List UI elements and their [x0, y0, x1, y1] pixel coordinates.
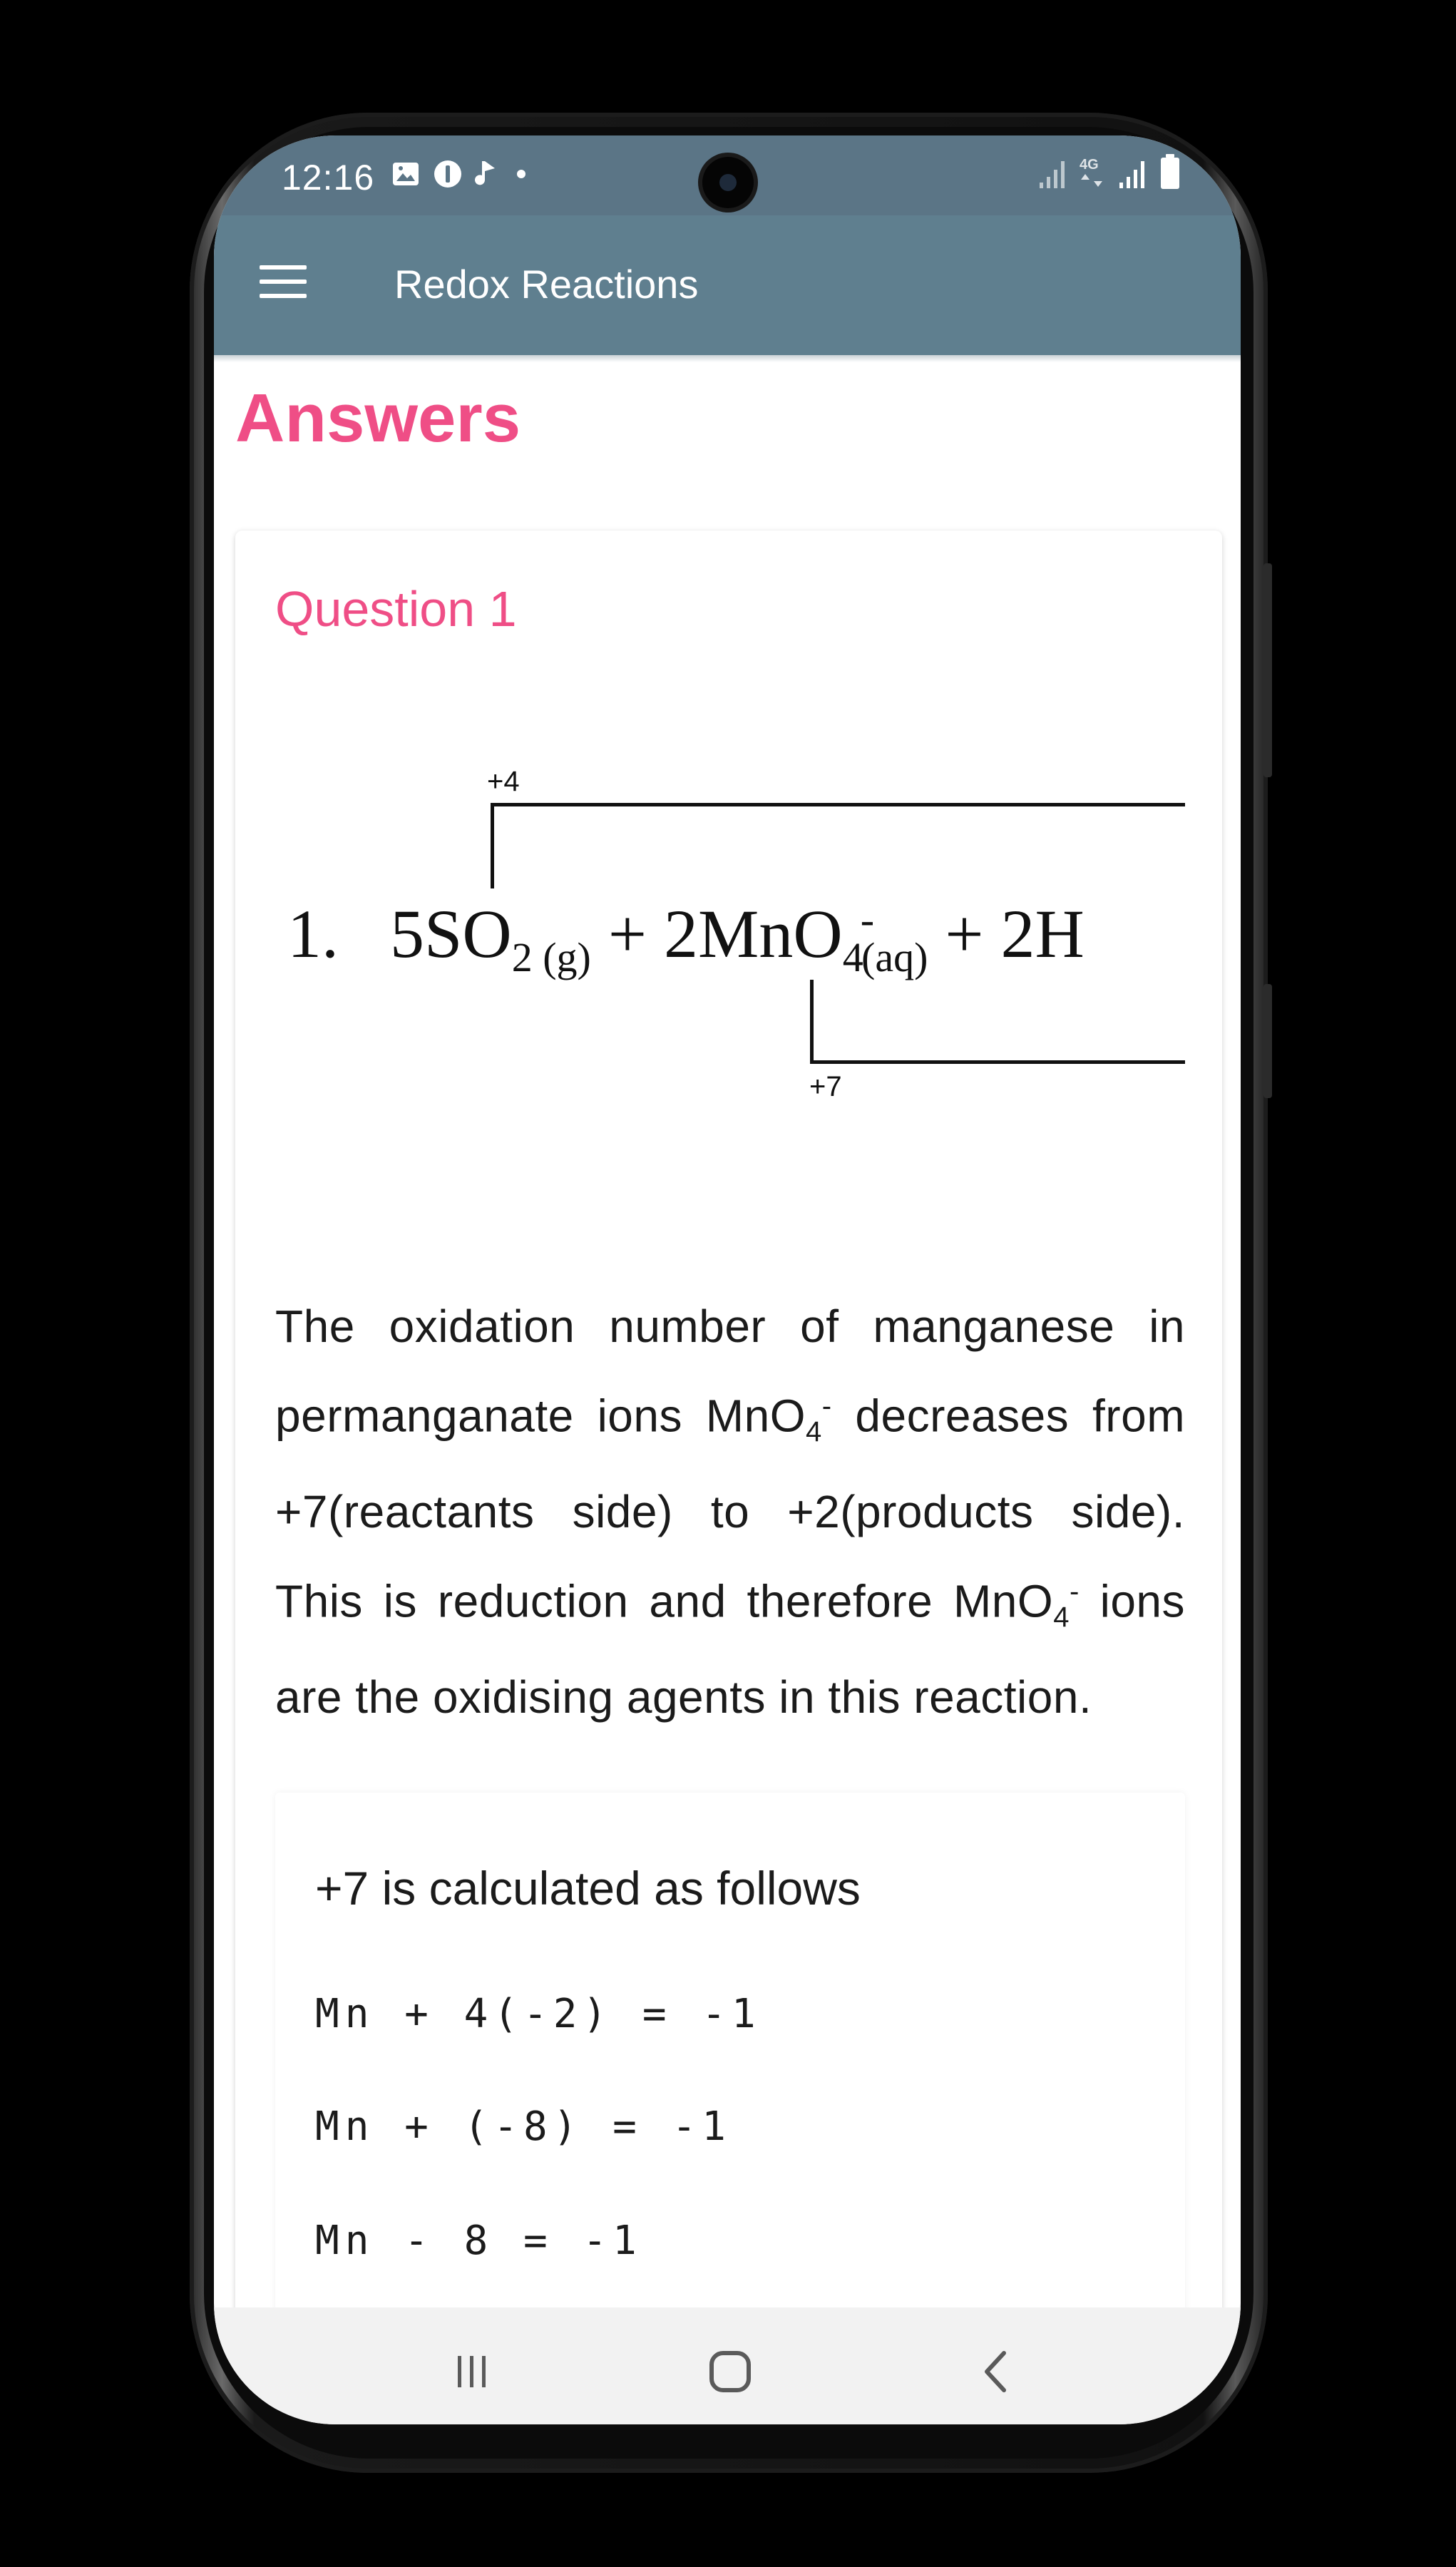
- question-card: [235, 531, 1222, 2307]
- paragraph-part-3: ions are the oxidising agents in this reaction.: [275, 1575, 1186, 1723]
- 4g-icon: [1080, 157, 1105, 190]
- volume-button: [1263, 563, 1272, 777]
- paragraph-part-1: The oxidation number of manganese in permanganate ions MnO: [275, 1301, 1185, 1442]
- back-icon[interactable]: [968, 2343, 1025, 2400]
- lower-bracket-horizontal: [810, 1060, 1185, 1064]
- upper-bracket-horizontal: [491, 803, 1185, 806]
- signal-icon: [1038, 158, 1067, 190]
- battery-icon: [1159, 154, 1181, 190]
- data-arrows-icon: [1080, 173, 1105, 188]
- page-title: Answers: [235, 380, 521, 456]
- lower-oxidation-label: +7: [809, 1071, 842, 1101]
- upper-oxidation-label: +4: [487, 766, 520, 797]
- explanation-paragraph: [275, 1286, 1185, 1737]
- recent-apps-icon[interactable]: [444, 2343, 501, 2400]
- status-right-icons: [1038, 154, 1181, 190]
- equation-number: 1.: [287, 896, 339, 972]
- status-time: 12:16: [282, 158, 375, 198]
- question-title: Question 1: [275, 581, 517, 637]
- app-bar: [214, 215, 1241, 355]
- calculation-line: Mn + (-8) = -1: [315, 2104, 732, 2150]
- upper-bracket-vertical: [491, 803, 494, 888]
- dot-icon: [511, 163, 532, 185]
- calculation-box: [275, 1793, 1185, 2307]
- equation-formula: 1. $5SO_{2 (g)} + 2MnO_4^-_{(aq)} + 2H$: [287, 896, 1085, 981]
- hamburger-menu-icon[interactable]: [260, 258, 307, 305]
- device-screen: [214, 135, 1241, 2424]
- paragraph-part-2: decreases from +7(reactants side) to +2(products side). This is reduction and therefore MnO: [275, 1390, 1186, 1627]
- notification-icon: [475, 158, 499, 190]
- app-title: Redox Reactions: [394, 262, 699, 307]
- equation-image: [275, 766, 1185, 1101]
- calculation-line: Mn - 8 = -1: [315, 2218, 642, 2264]
- calculation-line: Mn + 4(-2) = -1: [315, 1991, 762, 2037]
- gallery-icon: [391, 159, 421, 189]
- status-left-icons: [391, 158, 532, 190]
- front-camera: [702, 157, 754, 208]
- network-type-label: 4G: [1080, 157, 1099, 173]
- signal-icon: [1118, 158, 1147, 190]
- paragraph-sub-1: 4: [806, 1416, 822, 1448]
- paragraph-sub-2: 4: [1053, 1602, 1070, 1634]
- paragraph-sup-2: -: [1069, 1576, 1080, 1608]
- power-button: [1263, 984, 1272, 1098]
- app-bar-shadow: [214, 355, 1241, 362]
- paragraph-sup-1: -: [821, 1390, 832, 1422]
- status-bar: [214, 135, 1241, 215]
- scroll-content[interactable]: [214, 362, 1241, 2307]
- lower-bracket-vertical: [810, 980, 814, 1064]
- navigation-bar: [214, 2307, 1241, 2424]
- data-saver-icon: [432, 158, 463, 190]
- home-icon[interactable]: [702, 2343, 759, 2400]
- calculation-title: +7 is calculated as follows: [315, 1862, 861, 1915]
